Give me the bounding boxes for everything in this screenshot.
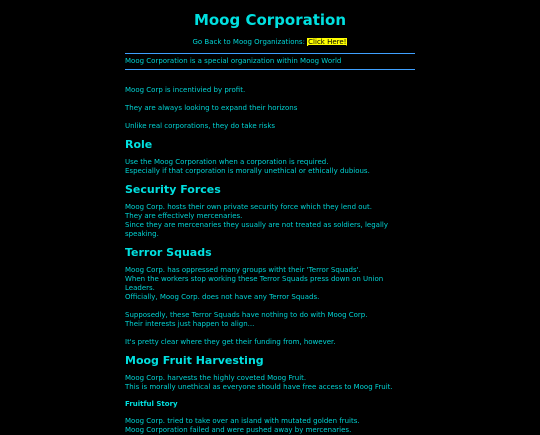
security-line-2: They are effectively mercenaries. (125, 212, 243, 220)
terror-line-5: Their interests just happen to align... (125, 320, 255, 328)
heading-moog-fruit-harvesting: Moog Fruit Harvesting (125, 354, 264, 367)
heading-fruitful-story: Fruitful Story (125, 400, 178, 408)
fruit-line-2: This is morally unethical as everyone should have free access to Moog Fruit. (125, 383, 393, 391)
back-navigation (125, 38, 415, 47)
heading-terror-squads: Terror Squads (125, 246, 212, 259)
heading-security-forces: Security Forces (125, 183, 221, 196)
role-line-2: Especially if that corporation is morally unethical or ethically dubious. (125, 167, 370, 175)
intro-paragraph-1: Moog Corp is incentivied by profit. (125, 86, 246, 94)
back-link[interactable]: Click Here! (308, 38, 347, 46)
heading-role: Role (125, 138, 153, 151)
tagline: Moog Corporation is a special organization within Moog World (125, 57, 342, 65)
story-line-2: Moog Corporation failed and were pushed away by mercenaries. (125, 426, 352, 434)
terror-block-3 (125, 338, 415, 347)
terror-line-6: It's pretty clear where they get their funding from, however. (125, 338, 336, 346)
terror-block-2 (125, 311, 415, 329)
terror-line-3: Officially, Moog Corp. does not have any Terror Squads. (125, 293, 320, 301)
terror-line-1: Moog Corp. has oppressed many groups witht their 'Terror Squads'. (125, 266, 361, 274)
security-line-1: Moog Corp. hosts their own private security force which they lend out. (125, 203, 372, 211)
terror-line-2: When the workers stop working these Terror Squads press down on Union Leaders. (125, 275, 384, 292)
terror-line-4: Supposedly, these Terror Squads have nothing to do with Moog Corp. (125, 311, 368, 319)
intro-paragraph-2: They are always looking to expand their horizons (125, 104, 298, 112)
page-title: Moog Corporation (193, 11, 347, 29)
story-line-1: Moog Corp. tried to take over an island with mutated golden fruits. (125, 417, 360, 425)
intro-paragraph-3: Unlike real corporations, they do take risks (125, 122, 276, 130)
divider-bottom (125, 69, 415, 70)
security-line-3: Since they are mercenaries they usually are not treated as soldiers, legally speaking. (125, 221, 389, 238)
divider-top (125, 53, 415, 54)
role-line-1: Use the Moog Corporation when a corporation is required. (125, 158, 329, 166)
back-prefix: Go Back to Moog Organizations: (192, 38, 305, 46)
fruit-line-1: Moog Corp. harvests the highly coveted Moog Fruit. (125, 374, 307, 382)
